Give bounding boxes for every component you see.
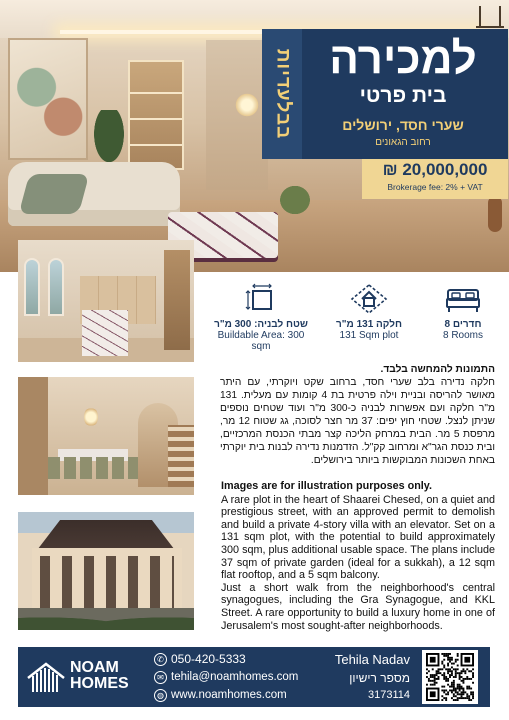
- dining-photo: [18, 377, 194, 495]
- phone-number[interactable]: 050-420-5333: [171, 652, 246, 666]
- trees: [18, 608, 194, 630]
- website-url[interactable]: www.noamhomes.com: [171, 689, 287, 701]
- property-type: בית פרטי: [359, 84, 447, 107]
- vase: [488, 196, 502, 232]
- floor-area-icon: [244, 282, 278, 316]
- english-para-2: Just a short walk from the neighborhood's central synagogues, including the Gra Synagogue, and KKL Street. A rare opportunity to build a luxury home in one of Jerusalem's most sought-after neighborhoods.: [221, 581, 495, 632]
- exclusive-label: בבלעדיות: [272, 48, 293, 140]
- feature-rooms-en: 8 Rooms: [442, 330, 483, 341]
- hebrew-body: חלקה נדירה בלב שערי חסד, ברחוב שקט ויוקרתי, עם היתר מאושר להריסה ובניית וילה פרטית בת 4 קומות עם מעלית. 131 מ"ר חלקה ועם אפשרות לבניה כ-300 מ"ר ועוד שטחים נוספים שניתן לנצל. שטחי חוץ יפים: 37 מר חצר לסוכה, גג שטוח 12 מר, מרפסת 5 מר. הבית במרחק הליכה קצר מבתי הכנסת המרכזיים, ובית כנסת הגר"א ומרחוב קק"ל. הזדמנות נדירה לבנות בית יוקרתי באחת השכונות המבוקשות ביותר בירושלים.: [220, 377, 495, 466]
- qr-code[interactable]: [422, 650, 478, 704]
- feature-rooms: [428, 282, 498, 344]
- wall-panel: [206, 40, 268, 190]
- english-description: [221, 480, 495, 632]
- chandelier: [234, 92, 260, 118]
- staircase: [168, 425, 194, 487]
- exclusive-tab: [262, 29, 302, 159]
- brand-name: [70, 660, 140, 692]
- globe-icon: ◍: [154, 689, 167, 702]
- feature-build-area: [214, 282, 308, 352]
- website-contact[interactable]: [154, 687, 287, 703]
- feature-plot: [326, 282, 412, 344]
- email-icon: ✉: [154, 671, 167, 684]
- page-title: למכירה: [329, 34, 477, 83]
- house-exterior-photo: [18, 512, 194, 630]
- feature-build-area-he: שטח לבניה: 300 מ"ר: [214, 319, 308, 330]
- english-disclaimer: Images are for illustration purposes only.: [221, 480, 432, 492]
- feature-plot-en: 131 Sqm plot: [339, 330, 399, 341]
- agent-name: Tehila Nadav: [334, 652, 410, 667]
- phone-icon: ✆: [154, 653, 167, 666]
- wall-shelf: [128, 60, 184, 170]
- feature-plot-he: חלקה 131 מ"ר: [336, 319, 402, 330]
- windows: [40, 556, 174, 612]
- marble-island: [82, 310, 128, 356]
- phone-contact[interactable]: [154, 651, 246, 667]
- bed-icon: [444, 282, 482, 316]
- street: רחוב הגאונים: [375, 137, 431, 148]
- dining-chairs: [48, 457, 138, 479]
- hebrew-disclaimer: התמונות להמחשה בלבד.: [380, 364, 495, 375]
- arched-window: [24, 258, 40, 316]
- license-number: 3173114: [367, 689, 410, 701]
- location: שערי חסד, ירושלים: [342, 117, 464, 133]
- hebrew-description: [220, 363, 495, 467]
- price: ₪ 20,000,000: [382, 160, 488, 179]
- wall-art: [8, 38, 88, 160]
- lit-shelving: [164, 250, 190, 350]
- brand-line-1: NOAM: [70, 659, 119, 676]
- email-contact[interactable]: [154, 669, 298, 685]
- roof: [24, 520, 188, 550]
- pendant-light: [84, 407, 98, 427]
- table-plant: [276, 182, 314, 218]
- feature-build-area-en: Buildable Area: 300 sqm: [217, 330, 305, 352]
- brand-line-2: HOMES: [70, 675, 129, 692]
- throw-blanket: [19, 174, 90, 214]
- noam-homes-logo-icon: [26, 660, 66, 694]
- english-para-1: A rare plot in the heart of Shaarei Chesed, on a quiet and prestigious street, with an approved permit to demolish and build a private 4-story villa with an elevator. Set on a 131 sqm plot, with the potential to build approximately 300 sqm, plus additional usable space. The plans include 37 sqm of private garden (ideal for a sukkah), a 12 sqm flat rooftop, and a 5 sqm balcony.: [221, 493, 495, 582]
- brokerage-fee: Brokerage fee: 2% + VAT: [387, 182, 483, 192]
- plot-icon: [350, 282, 388, 316]
- email-address[interactable]: tehila@noamhomes.com: [171, 671, 299, 683]
- plant: [90, 110, 128, 170]
- dining-cabinet: [18, 377, 48, 495]
- arched-window: [48, 258, 64, 316]
- kitchen-photo: [18, 240, 194, 362]
- feature-rooms-he: 8 חדרים: [444, 319, 482, 330]
- license-label: מספר רישיון: [349, 671, 410, 685]
- menorah-icon: [476, 6, 504, 28]
- qr-code-icon: [425, 653, 475, 701]
